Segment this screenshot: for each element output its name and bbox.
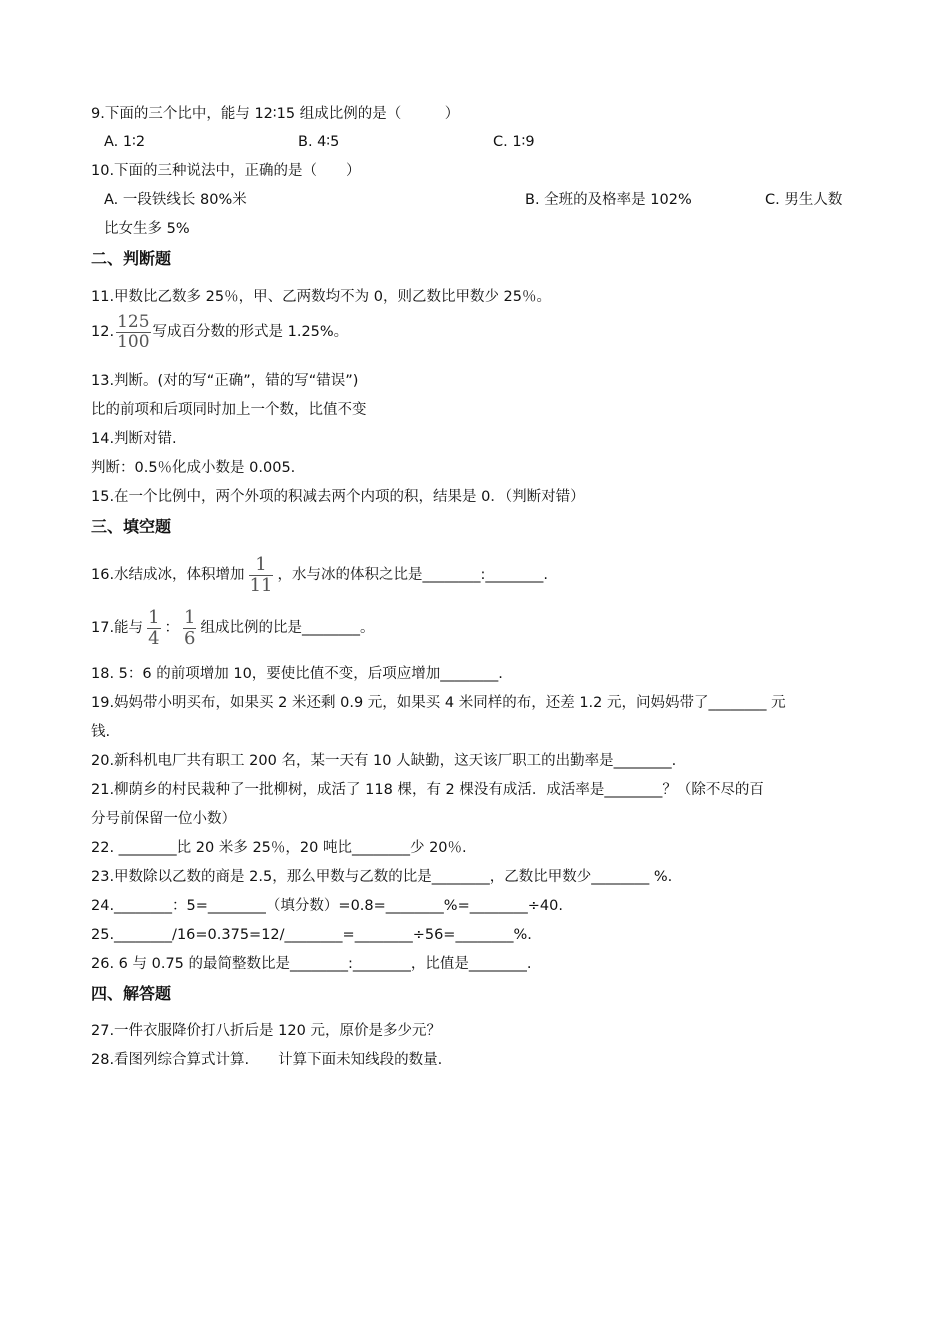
question-10-option-c: C. 男生人数	[765, 192, 843, 208]
question-27: 27.一件衣服降价打八折后是 120 元，原价是多少元？	[91, 1023, 441, 1039]
question-11: 11.甲数比乙数多 25％，甲、乙两数均不为 0，则乙数比甲数少 25％。	[91, 289, 552, 305]
section-heading-judgement: 二、判断题	[91, 249, 172, 268]
question-26: 26. 6 与 0.75 的最简整数比是________:________，比值是________.	[91, 956, 532, 972]
fraction-denominator: 6	[184, 627, 196, 649]
question-16	[91, 552, 548, 598]
question-15: 15.在一个比例中，两个外项的积减去两个内项的积，结果是 0．（判断对错）	[91, 489, 585, 505]
fraction-1-over-11	[249, 553, 274, 596]
fraction-numerator: 1	[249, 556, 274, 576]
question-9-option-a: A. 1∶2	[104, 134, 146, 150]
fraction-1-over-6	[183, 606, 196, 649]
fraction-denominator: 11	[249, 574, 273, 596]
fraction-125-over-100	[116, 311, 150, 352]
question-23: 23.甲数除以乙数的商是 2.5，那么甲数与乙数的比是________，乙数比甲数少________ %.	[91, 869, 673, 885]
question-19-line-2: 钱.	[91, 724, 111, 740]
question-17	[91, 605, 374, 651]
question-12-prefix: 12.	[91, 324, 115, 340]
question-13-line-1: 13.判断。(对的写“正确”，错的写“错误”)	[91, 373, 359, 389]
question-19-line-1: 19.妈妈带小明买布，如果买 2 米还剩 0.9 元，如果买 4 米同样的布，还差 1.2 元，问妈妈带了________ 元	[91, 695, 786, 711]
question-9-option-c: C. 1∶9	[493, 134, 535, 150]
question-16-prefix: 16.水结成冰，体积增加	[91, 567, 245, 583]
question-10-option-b: B. 全班的及格率是 102%	[525, 192, 692, 208]
fraction-1-over-4	[147, 606, 160, 649]
question-21-line-1: 21.柳荫乡的村民栽种了一批柳树，成活了 118 棵，有 2 棵没有成活．成活率是________？（除不尽的百	[91, 782, 764, 798]
question-17-separator: ：	[164, 620, 180, 636]
question-9-option-b: B. 4∶5	[298, 134, 340, 150]
question-16-suffix: ，水与冰的体积之比是________:________.	[277, 567, 548, 583]
question-22: 22. ________比 20 米多 25％，20 吨比________少 20％.	[91, 840, 467, 856]
fraction-denominator: 100	[117, 331, 150, 352]
question-10-option-c-continued: 比女生多 5%	[104, 221, 190, 237]
question-14-line-2: 判断：0.5％化成小数是 0.005.	[91, 460, 296, 476]
question-10-option-a: A. 一段铁线长 80%米	[104, 192, 247, 208]
question-24: 24.________：5=________（填分数）=0.8=________%=________÷40.	[91, 898, 563, 914]
section-heading-fill-in: 三、填空题	[91, 517, 172, 536]
question-17-suffix: 组成比例的比是________。	[200, 620, 375, 636]
question-13-line-2: 比的前项和后项同时加上一个数，比值不变	[91, 402, 367, 418]
question-21-line-2: 分号前保留一位小数）	[91, 811, 236, 827]
question-14-line-1: 14.判断对错.	[91, 431, 177, 447]
fraction-denominator: 4	[148, 627, 160, 649]
section-heading-answer: 四、解答题	[91, 984, 172, 1003]
question-17-prefix: 17.能与	[91, 620, 144, 636]
question-28: 28.看图列综合算式计算. 计算下面未知线段的数量.	[91, 1052, 443, 1068]
question-25: 25.________/16=0.375=12/________=________÷56=________%.	[91, 927, 532, 943]
question-12-suffix: 写成百分数的形式是 1.25%。	[152, 324, 349, 340]
fraction-numerator: 1	[184, 606, 196, 628]
question-18: 18. 5：6 的前项增加 10，要使比值不变，后项应增加________.	[91, 666, 503, 682]
fraction-numerator: 1	[148, 606, 160, 628]
fraction-numerator: 125	[117, 311, 150, 332]
question-12	[91, 311, 348, 353]
question-20: 20.新科机电厂共有职工 200 名，某一天有 10 人缺勤，这天该厂职工的出勤率是________.	[91, 753, 677, 769]
question-10-stem: 10.下面的三种说法中，正确的是（ ）	[91, 163, 361, 179]
question-9-stem: 9.下面的三个比中，能与 12∶15 组成比例的是（ ）	[91, 106, 460, 122]
